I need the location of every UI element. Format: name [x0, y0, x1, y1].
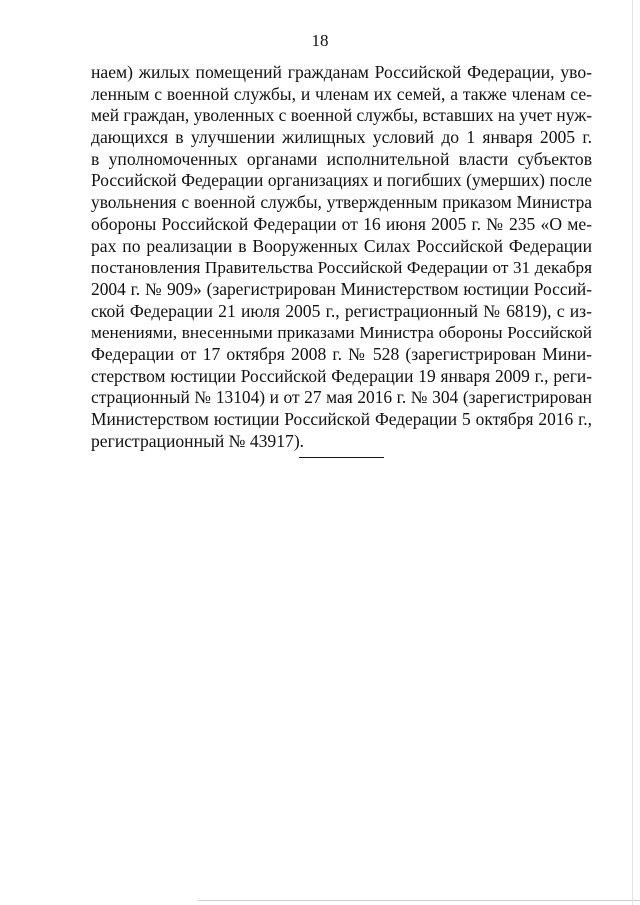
text-line: менениями, внесенными приказами Министра обороны Российской	[91, 323, 592, 343]
text-line: обороны Российской Федерации от 16 июня 2005 г. № 235 «О ме-	[91, 213, 592, 234]
text-line: страционный № 13104) и от 27 мая 2016 г. № 304 (зарегистрирован	[91, 387, 592, 408]
text-line: в уполномоченных органами исполнительной власти субъектов	[91, 148, 592, 169]
body-paragraph	[91, 62, 592, 452]
end-separator-line	[299, 457, 384, 458]
text-line: ленным с военной службы, и членам их семей, а также членам се-	[91, 83, 592, 104]
text-line: Федерации от 17 октября 2008 г. № 528 (зарегистрирован Мини-	[91, 343, 592, 364]
text-line: наем) жилых помещений гражданам Российской Федерации, уво-	[91, 62, 592, 82]
text-line: увольнения с военной службы, утвержденным приказом Министра	[91, 192, 592, 213]
text-line-last: регистрационный № 43917).	[91, 430, 305, 451]
text-line: стерством юстиции Российской Федерации 19 января 2009 г., реги-	[91, 365, 592, 386]
text-line: рах по реализации в Вооруженных Силах Российской Федерации	[91, 235, 592, 256]
text-line: постановления Правительства Российской Федерации от 31 декабря	[91, 258, 592, 278]
text-line: Министерством юстиции Российской Федерации 5 октября 2016 г.,	[91, 409, 592, 429]
page-number: 18	[311, 31, 329, 50]
text-line: ской Федерации 21 июля 2005 г., регистрационный № 6819), с из-	[91, 300, 592, 321]
text-line: мей граждан, уволенных с военной службы, вставших на учет нуж-	[91, 105, 592, 126]
text-line: 2004 г. № 909» (зарегистрирован Министерством юстиции Россий-	[91, 278, 592, 299]
text-line: дающихся в улучшении жилищных условий до 1 января 2005 г.	[91, 127, 592, 148]
text-line: Российской Федерации организациях и погибших (умерших) после	[91, 170, 592, 191]
scan-edge-bottom	[198, 900, 640, 901]
scan-edge-right	[632, 0, 633, 905]
